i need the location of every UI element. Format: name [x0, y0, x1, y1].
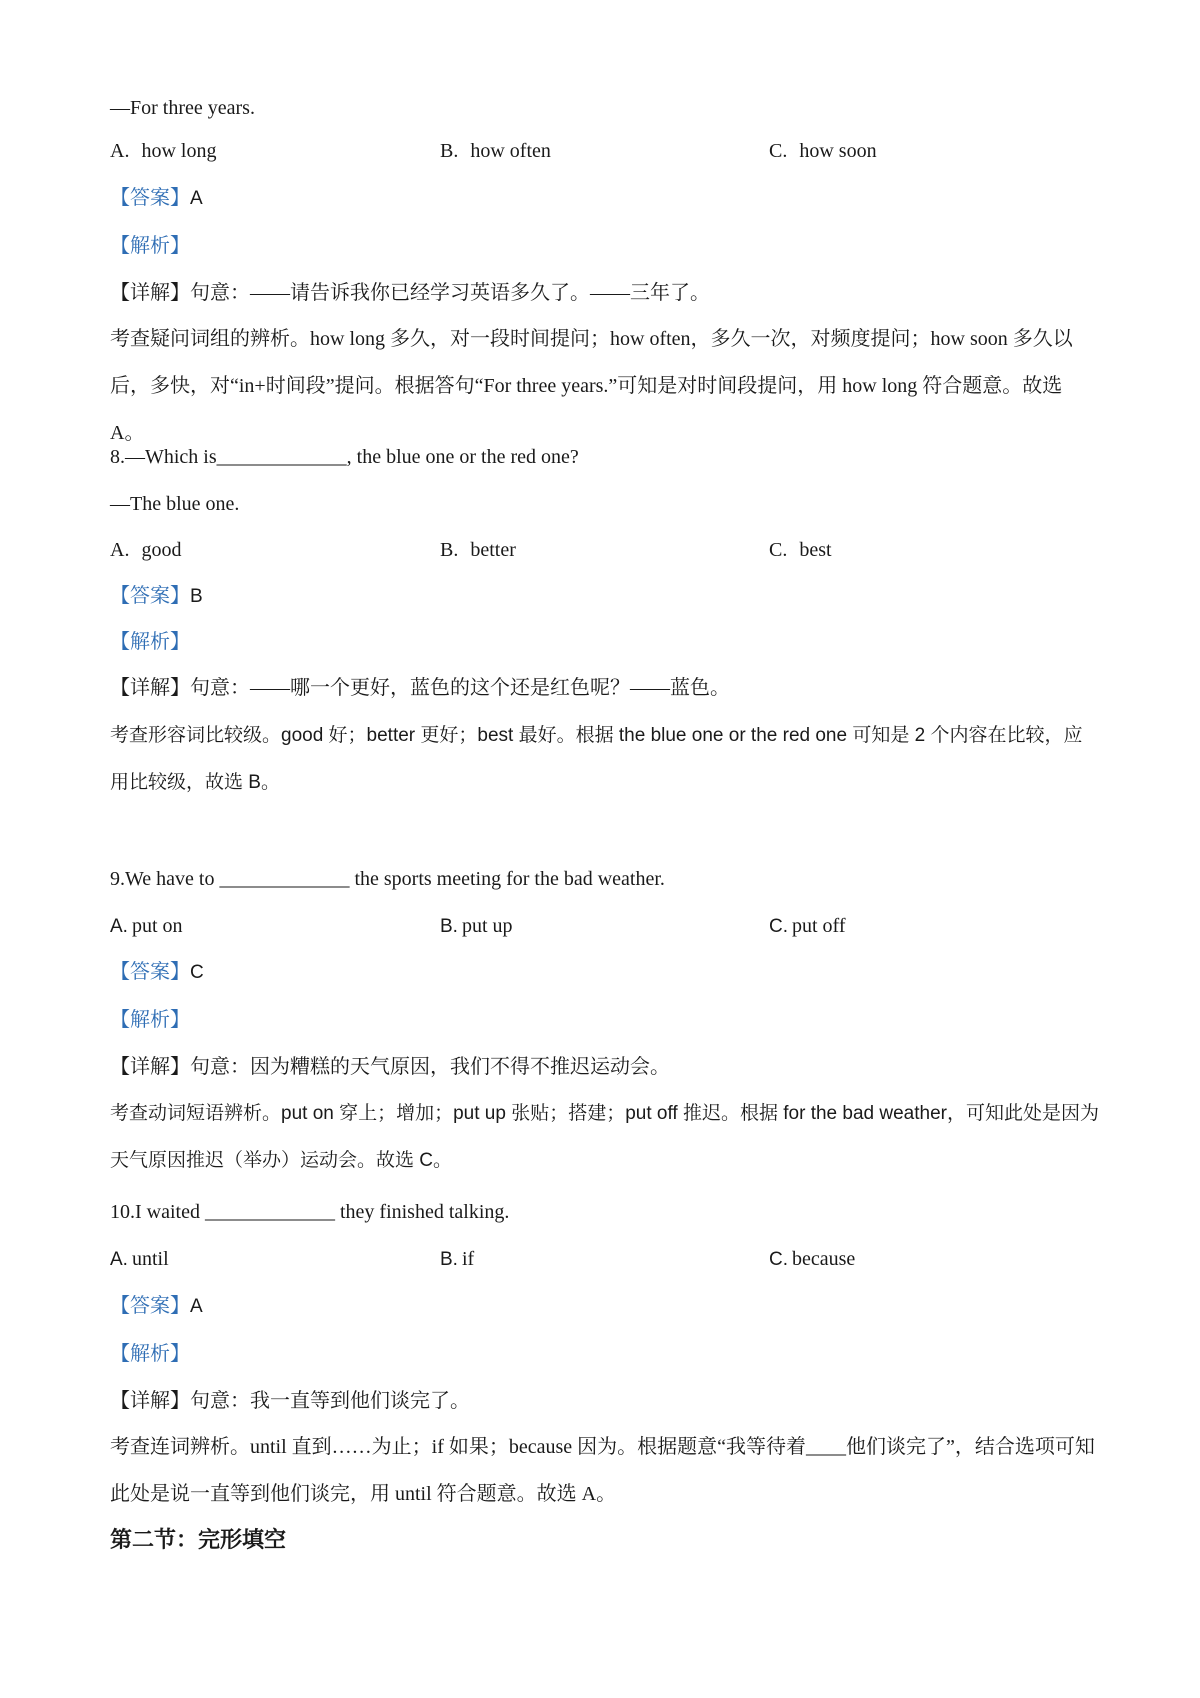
option-text: put up — [461, 915, 513, 937]
q7-answer-line: —For three years. — [110, 97, 255, 119]
q10-detail — [110, 1387, 1100, 1415]
answer-value: C — [190, 962, 204, 983]
option-letter: C. — [769, 1249, 788, 1270]
q7-detail — [110, 279, 1100, 307]
detail-tag: 【详解】 — [110, 282, 190, 304]
q10-analysis-tag: 【解析】 — [110, 1343, 190, 1365]
q10-option-a — [110, 1245, 169, 1274]
option-text: how soon — [799, 140, 877, 162]
q10-question: 10.I waited _____________ they finished talking. — [110, 1201, 510, 1223]
detail-tag: 【详解】 — [110, 1056, 190, 1078]
option-text: because — [792, 1248, 856, 1270]
q8-analysis-tag: 【解析】 — [110, 631, 190, 653]
q8-option-a — [110, 536, 181, 564]
option-letter: B. — [440, 140, 459, 162]
answer-value: A — [190, 188, 203, 209]
q7-option-b — [440, 137, 551, 165]
q7-option-c — [769, 137, 877, 165]
q7-analysis-tag: 【解析】 — [110, 235, 190, 257]
option-letter: C. — [769, 539, 788, 561]
option-letter: B. — [440, 539, 459, 561]
option-letter: A. — [110, 1249, 128, 1270]
q9-option-a — [110, 912, 183, 941]
detail-text: 句意：——请告诉我你已经学习英语多久了。——三年了。 — [190, 282, 710, 304]
option-text: how often — [470, 140, 551, 162]
option-text: put on — [131, 915, 183, 937]
option-letter: A. — [110, 140, 130, 162]
q8-explanation: 考查形容词比较级。good 好；better 更好；best 最好。根据 the blue one or the red one 可知是 2 个内容在比较，应用比较级，故选 B。 — [110, 725, 1083, 793]
q8-question: 8.—Which is_____________, the blue one or the red one? — [110, 446, 579, 468]
q9-analysis-tag: 【解析】 — [110, 1009, 190, 1031]
q9-explanation: 考查动词短语辨析。put on 穿上；增加；put up 张贴；搭建；put off 推迟。根据 for the bad weather，可知此处是因为天气原因推迟（举办）运动会。故选 C。 — [110, 1103, 1099, 1171]
q8-answer — [110, 582, 1100, 611]
detail-tag: 【详解】 — [110, 1390, 190, 1412]
section-heading: 第二节：完形填空 — [110, 1528, 287, 1553]
answer-tag: 【答案】 — [110, 961, 190, 983]
option-letter: B. — [440, 1249, 458, 1270]
answer-value: A — [190, 1296, 203, 1317]
detail-text: 句意：因为糟糕的天气原因，我们不得不推迟运动会。 — [190, 1056, 670, 1078]
q7-option-a — [110, 137, 216, 165]
q8-option-c — [769, 536, 832, 564]
q8-answer-line: —The blue one. — [110, 493, 240, 515]
q10-option-c — [769, 1245, 855, 1274]
detail-text: 句意：我一直等到他们谈完了。 — [190, 1390, 470, 1412]
answer-tag: 【答案】 — [110, 1295, 190, 1317]
q9-answer — [110, 958, 1100, 987]
option-text: if — [461, 1248, 475, 1270]
option-text: how long — [141, 140, 217, 162]
q10-answer — [110, 1292, 1100, 1321]
q9-option-c — [769, 912, 846, 941]
option-letter: C. — [769, 916, 788, 937]
q8-detail — [110, 674, 1100, 702]
option-letter: A. — [110, 916, 128, 937]
q10-option-b — [440, 1245, 474, 1274]
answer-tag: 【答案】 — [110, 187, 190, 209]
option-text: best — [799, 539, 832, 561]
option-letter: A. — [110, 539, 130, 561]
q9-detail — [110, 1053, 1100, 1081]
detail-text: 句意：——哪一个更好，蓝色的这个还是红色呢？——蓝色。 — [190, 677, 730, 699]
option-text: good — [141, 539, 182, 561]
q8-option-b — [440, 536, 516, 564]
q9-question: 9.We have to _____________ the sports meeting for the bad weather. — [110, 868, 665, 890]
option-text: put off — [792, 915, 846, 937]
q7-answer — [110, 184, 1100, 213]
option-letter: B. — [440, 916, 458, 937]
answer-value: B — [190, 586, 203, 607]
option-text: better — [470, 539, 516, 561]
answer-tag: 【答案】 — [110, 585, 190, 607]
q9-option-b — [440, 912, 513, 941]
detail-tag: 【详解】 — [110, 677, 190, 699]
option-letter: C. — [769, 140, 788, 162]
q7-explanation: 考查疑问词组的辨析。how long 多久，对一段时间提问；how often，多久一次，对频度提问；how soon 多久以后，多快，对“in+时间段”提问。根据答句“For three years.”可知是对时间段提问，用 how long 符合题意。故选 A。 — [110, 328, 1073, 444]
q10-explanation: 考查连词辨析。until 直到……为止；if 如果；because 因为。根据题意“我等待着____他们谈完了”，结合选项可知此处是说一直等到他们谈完，用 until 符合题意。故选 A。 — [110, 1436, 1095, 1505]
option-text: until — [131, 1248, 169, 1270]
